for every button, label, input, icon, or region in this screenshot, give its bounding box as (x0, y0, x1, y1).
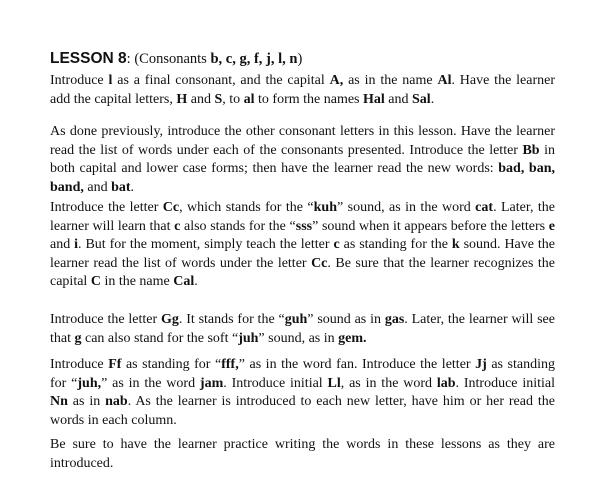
text-run: and (187, 91, 215, 107)
bold-text: cat (475, 200, 494, 215)
text-run: . As the learner is introduced to each new letter, have him or her read the words in each column. (50, 394, 555, 428)
text-run: sound. Have the learner read the list of words under the letter (50, 237, 556, 271)
bold-text: Cc (162, 200, 180, 215)
text-run: . Introduce initial (223, 375, 328, 391)
bold-text: Nn (50, 394, 68, 410)
text-run: as in (67, 394, 106, 410)
text-run: , which stands for the “ (179, 200, 314, 215)
lesson-heading (50, 50, 302, 68)
bold-text: Ff (108, 357, 122, 372)
text-run: . But for the moment, simply teach the letter (78, 237, 334, 253)
bold-text: c (333, 237, 340, 253)
text-run: ” sound, as in the word (337, 200, 476, 215)
text-run: As done previously, introduce the other consonant letters in this lesson. Have the learner read the list of words under each of the consonants presented. Introduce the letter (50, 124, 555, 158)
text-run: . Later, the learner will see that (50, 312, 555, 346)
bold-text: Cal (173, 274, 195, 290)
text-run: in the name (100, 274, 174, 290)
bold-text: H (176, 91, 188, 107)
text-run: . Have the learner add the capital letters, (50, 73, 555, 107)
text-run: ” as in the word (101, 375, 200, 391)
bold-text: bad, ban, band, (50, 161, 555, 195)
bold-text: Al (437, 73, 452, 88)
text-run: . Later, the learner will learn that (50, 200, 555, 234)
lesson-title: LESSON 8 (50, 50, 127, 67)
heading-paren-close: ) (297, 51, 303, 67)
text-run: Introduce the letter (50, 200, 163, 215)
bold-text: Ll (327, 375, 341, 391)
bold-text: l (108, 73, 113, 88)
heading-colon: : (126, 51, 131, 67)
text-run: as standing for the (339, 237, 452, 253)
text-run: . (130, 179, 135, 195)
text-run: and (50, 237, 75, 253)
bold-text: S (214, 91, 223, 107)
text-run: and (384, 91, 413, 107)
bold-text: gem. (338, 330, 367, 346)
heading-paren-open: (Consonants (130, 51, 211, 67)
paragraph-6 (50, 436, 555, 473)
text-run: Introduce (50, 73, 109, 88)
paragraph-5 (50, 356, 555, 430)
bold-text: al (243, 91, 255, 107)
bold-text: e (548, 218, 555, 234)
bold-text: Jj (475, 357, 487, 372)
bold-text: gas (384, 312, 405, 327)
bold-text: juh (238, 330, 259, 346)
text-run: , as in the word (340, 375, 437, 391)
bold-text: A, (329, 73, 344, 88)
text-run: can also stand for the soft “ (81, 330, 239, 346)
text-run: as a final consonant, and the capital (112, 73, 330, 88)
text-run: Introduce (50, 357, 109, 372)
text-run: also stands for the “ (180, 218, 296, 234)
text-run: . (430, 91, 435, 107)
bold-text: kuh (313, 200, 337, 215)
text-run: and (83, 179, 112, 195)
paragraph-3 (50, 199, 555, 292)
bold-text: bat (111, 179, 131, 195)
text-run: ” sound, as in (258, 330, 339, 346)
text-run: . Introduce initial (455, 375, 555, 391)
bold-text: Gg (160, 312, 179, 327)
bold-text: k (451, 237, 460, 253)
bold-text: g (74, 330, 82, 346)
paragraph-2 (50, 123, 555, 197)
bold-text: Sal (412, 91, 431, 107)
bold-text: jam (199, 375, 224, 391)
bold-text: nab (105, 394, 128, 410)
bold-text: guh (284, 312, 308, 327)
text-run: ” as in the word fan. Introduce the letter (238, 357, 476, 372)
bold-text: Cc (311, 255, 328, 271)
text-run: to form the names (254, 91, 364, 107)
text-run: . (194, 274, 198, 290)
bold-text: sss (295, 218, 313, 234)
paragraph-1 (50, 72, 555, 109)
text-run: , to (222, 91, 244, 107)
text-run: ” sound when it appears before the letters (312, 218, 549, 234)
bold-text: fff, (221, 357, 239, 372)
text-run: Introduce the letter (50, 312, 161, 327)
text-run: in both capital and lower case forms; then have the learner read the new words: (50, 142, 555, 177)
bold-text: i (74, 237, 79, 253)
bold-text: Hal (363, 91, 385, 107)
heading-consonants: b, c, g, f, j, l, n (210, 51, 298, 67)
text-run: ” sound as in (307, 312, 385, 327)
bold-text: C (90, 274, 101, 290)
text-run: . It stands for the “ (178, 312, 285, 327)
bold-text: juh, (77, 375, 102, 391)
text-run: . Be sure that the learner recognizes the capital (50, 255, 555, 290)
paragraph-4 (50, 311, 555, 348)
text-run: as standing for “ (121, 357, 222, 372)
text-run: Be sure to have the learner practice writing the words in these lessons as they are introduced. (50, 437, 555, 471)
text-run: as standing for “ (50, 357, 555, 391)
text-run: as in the name (343, 73, 438, 88)
bold-text: Bb (522, 142, 540, 158)
bold-text: c (174, 218, 181, 234)
bold-text: lab (436, 375, 456, 391)
